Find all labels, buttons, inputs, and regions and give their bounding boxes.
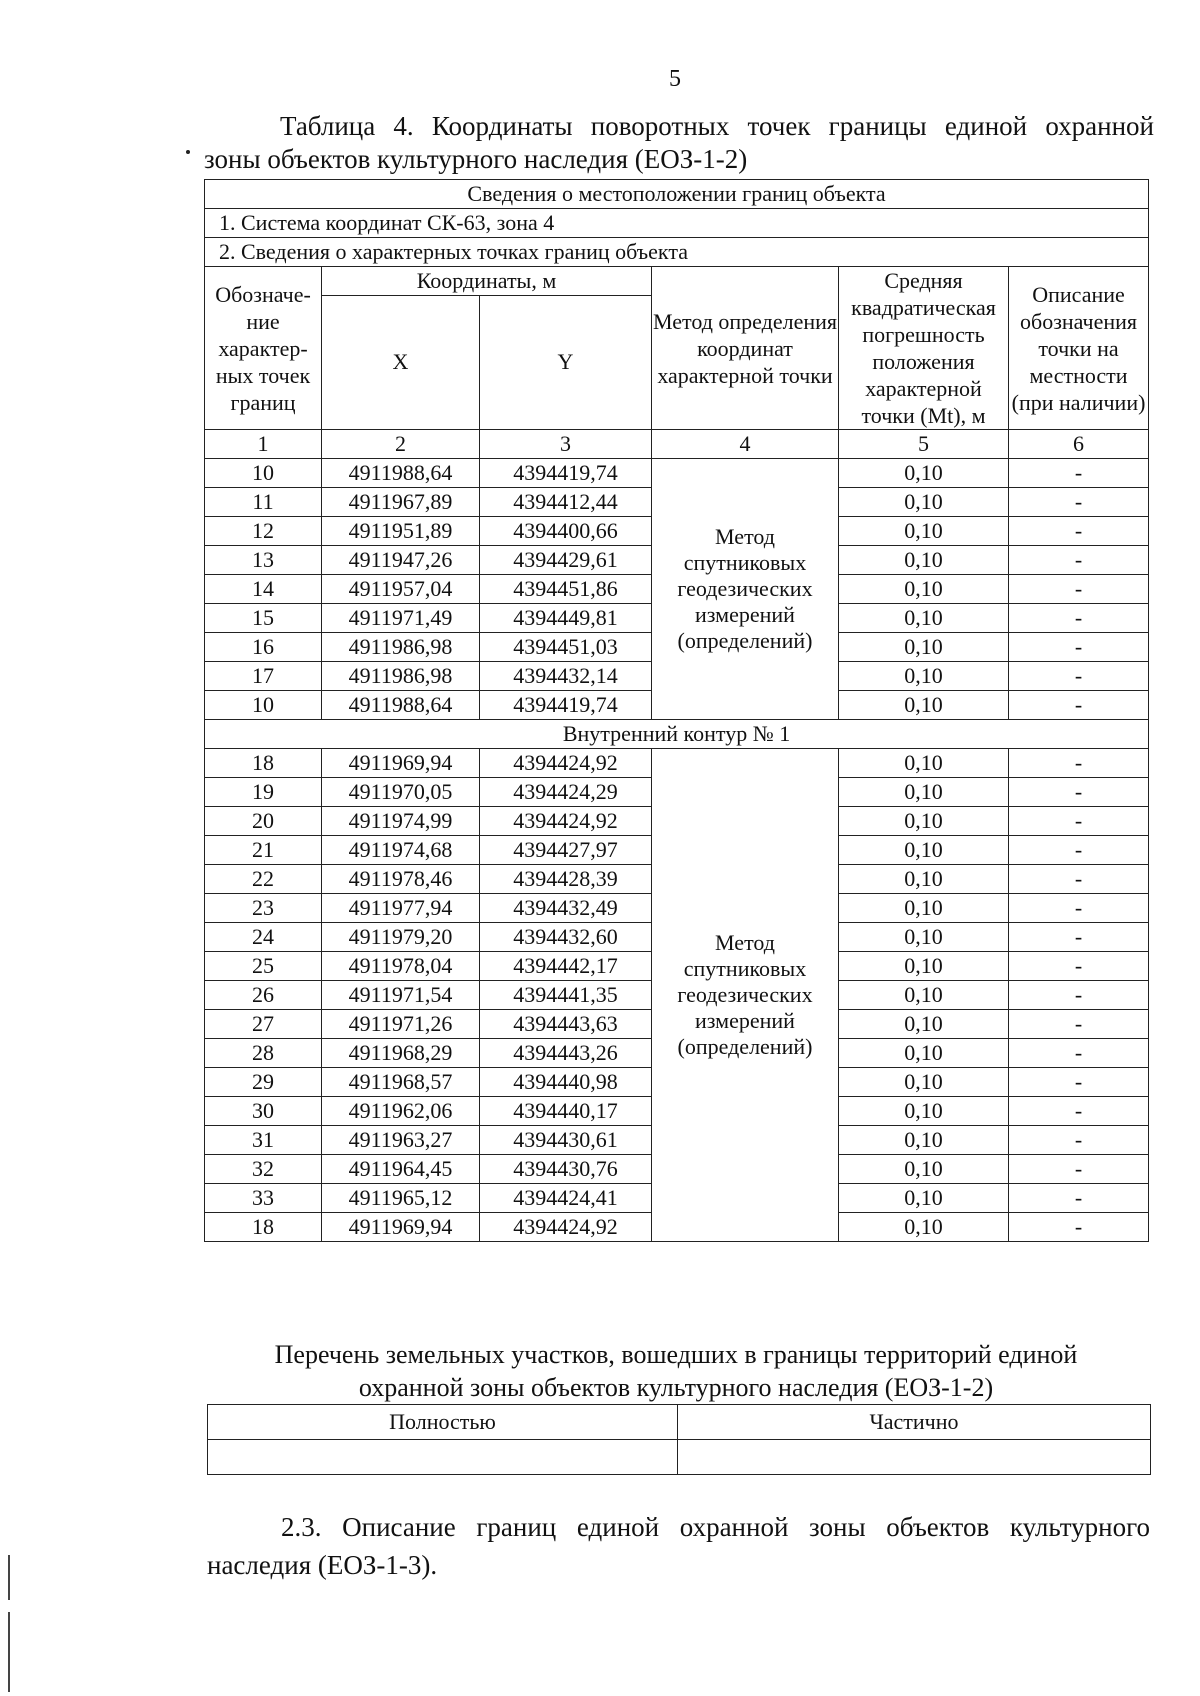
point-number: 28 — [205, 1039, 322, 1068]
col-y: Y — [480, 295, 652, 429]
x-coordinate: 4911969,94 — [322, 1213, 480, 1242]
y-coordinate: 4394443,63 — [480, 1010, 652, 1039]
x-coordinate: 4911977,94 — [322, 894, 480, 923]
error-value: 0,10 — [839, 1068, 1009, 1097]
description-value: - — [1009, 1184, 1149, 1213]
description-value: - — [1009, 1039, 1149, 1068]
y-coordinate: 4394441,35 — [480, 981, 652, 1010]
land-full-cell — [208, 1440, 678, 1475]
y-coordinate: 4394432,49 — [480, 894, 652, 923]
error-value: 0,10 — [839, 894, 1009, 923]
x-coordinate: 4911978,46 — [322, 865, 480, 894]
y-coordinate: 4394400,66 — [480, 517, 652, 546]
point-number: 11 — [205, 488, 322, 517]
y-coordinate: 4394424,92 — [480, 807, 652, 836]
page-number: 5 — [669, 66, 681, 92]
error-value: 0,10 — [839, 981, 1009, 1010]
point-number: 10 — [205, 459, 322, 488]
col-number: 3 — [480, 430, 652, 459]
point-number: 33 — [205, 1184, 322, 1213]
header-main: Сведения о местоположении границ объекта — [205, 180, 1149, 209]
y-coordinate: 4394419,74 — [480, 459, 652, 488]
y-coordinate: 4394419,74 — [480, 691, 652, 720]
y-coordinate: 4394440,98 — [480, 1068, 652, 1097]
point-number: 26 — [205, 981, 322, 1010]
description-value: - — [1009, 865, 1149, 894]
land-partial-cell — [678, 1440, 1151, 1475]
description-value: - — [1009, 488, 1149, 517]
table-row — [205, 749, 1149, 778]
description-value: - — [1009, 778, 1149, 807]
y-coordinate: 4394430,76 — [480, 1155, 652, 1184]
y-coordinate: 4394424,29 — [480, 778, 652, 807]
contour-row — [205, 720, 1149, 749]
y-coordinate: 4394432,14 — [480, 662, 652, 691]
error-value: 0,10 — [839, 952, 1009, 981]
col-error: Средняя квадратическая погрешность положения характерной точки (Mt), м — [839, 267, 1009, 430]
column-number-row — [205, 430, 1149, 459]
y-coordinate: 4394412,44 — [480, 488, 652, 517]
point-number: 10 — [205, 691, 322, 720]
error-value: 0,10 — [839, 923, 1009, 952]
col-coordinates: Координаты, м — [322, 267, 652, 296]
land-data-row — [208, 1440, 1151, 1475]
land-list-title-line-1: Перечень земельных участков, вошедших в границы территорий единой — [274, 1340, 1078, 1369]
error-value: 0,10 — [839, 459, 1009, 488]
x-coordinate: 4911970,05 — [322, 778, 480, 807]
method-cell: Метод спутниковых геодезических измерений (определений) — [652, 749, 839, 1242]
description-value: - — [1009, 546, 1149, 575]
description-value: - — [1009, 836, 1149, 865]
x-coordinate: 4911986,98 — [322, 633, 480, 662]
x-coordinate: 4911974,68 — [322, 836, 480, 865]
y-coordinate: 4394429,61 — [480, 546, 652, 575]
col-partial: Частично — [678, 1405, 1151, 1440]
table-title-line-1: Таблица 4. Координаты поворотных точек границы единой охранной — [280, 111, 1154, 141]
point-number: 13 — [205, 546, 322, 575]
description-value: - — [1009, 517, 1149, 546]
x-coordinate: 4911962,06 — [322, 1097, 480, 1126]
col-number: 1 — [205, 430, 322, 459]
error-value: 0,10 — [839, 517, 1009, 546]
x-coordinate: 4911947,26 — [322, 546, 480, 575]
point-number: 24 — [205, 923, 322, 952]
col-number: 6 — [1009, 430, 1149, 459]
error-value: 0,10 — [839, 1097, 1009, 1126]
x-coordinate: 4911978,04 — [322, 952, 480, 981]
table-title — [204, 110, 1154, 176]
error-value: 0,10 — [839, 546, 1009, 575]
description-value: - — [1009, 691, 1149, 720]
margin-line — [8, 1612, 10, 1692]
land-header-row — [208, 1405, 1151, 1440]
y-coordinate: 4394424,92 — [480, 1213, 652, 1242]
error-value: 0,10 — [839, 662, 1009, 691]
x-coordinate: 4911968,29 — [322, 1039, 480, 1068]
x-coordinate: 4911963,27 — [322, 1126, 480, 1155]
x-coordinate: 4911988,64 — [322, 691, 480, 720]
description-value: - — [1009, 1068, 1149, 1097]
error-value: 0,10 — [839, 1010, 1009, 1039]
y-coordinate: 4394432,60 — [480, 923, 652, 952]
error-value: 0,10 — [839, 1126, 1009, 1155]
x-coordinate: 4911968,57 — [322, 1068, 480, 1097]
x-coordinate: 4911971,26 — [322, 1010, 480, 1039]
point-number: 27 — [205, 1010, 322, 1039]
table-row — [205, 459, 1149, 488]
col-full: Полностью — [208, 1405, 678, 1440]
coordinates-table — [204, 179, 1149, 1242]
error-value: 0,10 — [839, 836, 1009, 865]
x-coordinate: 4911965,12 — [322, 1184, 480, 1213]
description-value: - — [1009, 749, 1149, 778]
margin-line — [8, 1555, 10, 1600]
description-value: - — [1009, 1126, 1149, 1155]
x-coordinate: 4911969,94 — [322, 749, 480, 778]
land-list-title-line-2: охранной зоны объектов культурного наследия (ЕОЗ-1-2) — [358, 1373, 994, 1402]
table-title-line-2: зоны объектов культурного наследия (ЕОЗ-1-2) — [204, 144, 748, 174]
error-value: 0,10 — [839, 807, 1009, 836]
y-coordinate: 4394449,81 — [480, 604, 652, 633]
point-number: 21 — [205, 836, 322, 865]
section-line-1: 2.3. Описание границ единой охранной зоны объектов культурного — [281, 1512, 1150, 1542]
point-number: 20 — [205, 807, 322, 836]
section-line-2: наследия (ЕОЗ-1-3). — [207, 1550, 438, 1580]
description-value: - — [1009, 1097, 1149, 1126]
point-number: 31 — [205, 1126, 322, 1155]
description-value: - — [1009, 807, 1149, 836]
error-value: 0,10 — [839, 749, 1009, 778]
point-number: 19 — [205, 778, 322, 807]
error-value: 0,10 — [839, 1213, 1009, 1242]
col-number: 5 — [839, 430, 1009, 459]
error-value: 0,10 — [839, 575, 1009, 604]
y-coordinate: 4394430,61 — [480, 1126, 652, 1155]
description-value: - — [1009, 981, 1149, 1010]
y-coordinate: 4394427,97 — [480, 836, 652, 865]
col-description: Описание обозначения точки на местности (при наличии) — [1009, 267, 1149, 430]
point-number: 29 — [205, 1068, 322, 1097]
error-value: 0,10 — [839, 488, 1009, 517]
error-value: 0,10 — [839, 604, 1009, 633]
coordinate-system: 1. Система координат СК-63, зона 4 — [205, 209, 1149, 238]
error-value: 0,10 — [839, 778, 1009, 807]
point-number: 30 — [205, 1097, 322, 1126]
land-plots-table — [207, 1404, 1151, 1475]
error-value: 0,10 — [839, 1155, 1009, 1184]
x-coordinate: 4911986,98 — [322, 662, 480, 691]
col-x: X — [322, 295, 480, 429]
col-designation: Обозначе-ние характер-ных точек границ — [205, 267, 322, 430]
point-number: 23 — [205, 894, 322, 923]
error-value: 0,10 — [839, 1184, 1009, 1213]
description-value: - — [1009, 894, 1149, 923]
point-number: 16 — [205, 633, 322, 662]
description-value: - — [1009, 1155, 1149, 1184]
x-coordinate: 4911988,64 — [322, 459, 480, 488]
y-coordinate: 4394440,17 — [480, 1097, 652, 1126]
table-header-row — [205, 180, 1149, 209]
error-value: 0,10 — [839, 691, 1009, 720]
point-number: 14 — [205, 575, 322, 604]
x-coordinate: 4911967,89 — [322, 488, 480, 517]
y-coordinate: 4394451,86 — [480, 575, 652, 604]
point-number: 32 — [205, 1155, 322, 1184]
error-value: 0,10 — [839, 865, 1009, 894]
description-value: - — [1009, 662, 1149, 691]
y-coordinate: 4394443,26 — [480, 1039, 652, 1068]
point-number: 12 — [205, 517, 322, 546]
y-coordinate: 4394428,39 — [480, 865, 652, 894]
point-number: 18 — [205, 749, 322, 778]
margin-dot — [186, 150, 190, 154]
x-coordinate: 4911971,54 — [322, 981, 480, 1010]
y-coordinate: 4394451,03 — [480, 633, 652, 662]
x-coordinate: 4911971,49 — [322, 604, 480, 633]
description-value: - — [1009, 1010, 1149, 1039]
x-coordinate: 4911951,89 — [322, 517, 480, 546]
description-value: - — [1009, 604, 1149, 633]
col-number: 4 — [652, 430, 839, 459]
system-row — [205, 209, 1149, 238]
col-number: 2 — [322, 430, 480, 459]
col-method: Метод определения координат характерной точки — [652, 267, 839, 430]
error-value: 0,10 — [839, 1039, 1009, 1068]
point-number: 17 — [205, 662, 322, 691]
description-value: - — [1009, 575, 1149, 604]
y-coordinate: 4394424,41 — [480, 1184, 652, 1213]
method-cell: Метод спутниковых геодезических измерений (определений) — [652, 459, 839, 720]
inner-contour-label: Внутренний контур № 1 — [205, 720, 1149, 749]
x-coordinate: 4911964,45 — [322, 1155, 480, 1184]
description-value: - — [1009, 1213, 1149, 1242]
description-value: - — [1009, 633, 1149, 662]
land-list-title — [204, 1338, 1148, 1404]
x-coordinate: 4911957,04 — [322, 575, 480, 604]
x-coordinate: 4911979,20 — [322, 923, 480, 952]
column-header-row — [205, 267, 1149, 296]
points-info: 2. Сведения о характерных точках границ объекта — [205, 238, 1149, 267]
description-value: - — [1009, 923, 1149, 952]
section-heading — [207, 1508, 1150, 1584]
points-row — [205, 238, 1149, 267]
point-number: 18 — [205, 1213, 322, 1242]
y-coordinate: 4394424,92 — [480, 749, 652, 778]
description-value: - — [1009, 459, 1149, 488]
description-value: - — [1009, 952, 1149, 981]
x-coordinate: 4911974,99 — [322, 807, 480, 836]
error-value: 0,10 — [839, 633, 1009, 662]
point-number: 25 — [205, 952, 322, 981]
point-number: 15 — [205, 604, 322, 633]
point-number: 22 — [205, 865, 322, 894]
y-coordinate: 4394442,17 — [480, 952, 652, 981]
